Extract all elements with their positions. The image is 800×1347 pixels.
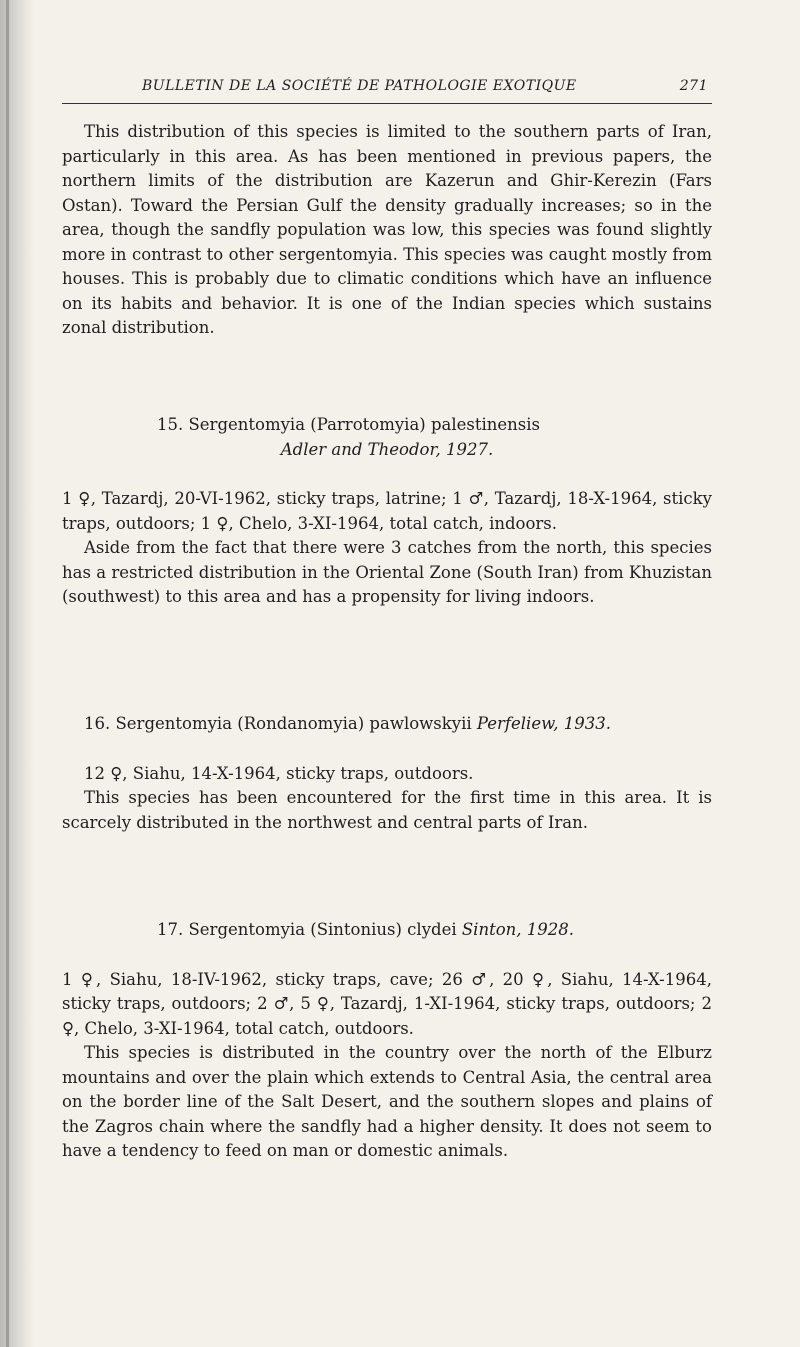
section-17-authority: Sinton, 1928. bbox=[461, 920, 574, 939]
intro-block bbox=[62, 120, 712, 341]
section-15-heading bbox=[62, 413, 712, 438]
section-17-discussion: This species is distributed in the country over the north of the Elburz mountains and over the plain which extends to Central Asia, the central area on the border line of the Salt Desert, and the southern slopes and plains of the Zagros chain where the sandfly had a higher density. It does not seem to have a tendency to feed on man or domestic animals. bbox=[62, 1043, 712, 1160]
section-15-authority: Adler and Theodor, 1927. bbox=[280, 439, 494, 459]
intro-paragraph: This distribution of this species is limited to the southern parts of Iran, particularly in this area. As has been mentioned in previous papers, the northern limits of the distribution are Kazerun and Ghir-Kerezin (Fars Ostan). Toward the Persian Gulf the density gradually increases; so in the area, though the sandfly population was low, this species was found slightly more in contrast to other sergentomyia. This species was caught mostly from houses. This is probably due to climatic conditions which have an influence on its habits and behavior. It is one of the Indian species which sustains zonal distribution. bbox=[62, 122, 712, 337]
section-17 bbox=[62, 918, 712, 1164]
journal-title: BULLETIN DE LA SOCIÉTÉ DE PATHOLOGIE EXOTIQUE bbox=[142, 78, 577, 94]
page-number: 271 bbox=[679, 78, 708, 94]
section-17-records: 1 ♀, Siahu, 18-IV-1962, sticky traps, cave; 26 ♂, 20 ♀, Siahu, 14-X-1964, sticky traps, outdoors; 2 ♂, 5 ♀, Tazardj, 1-XI-1964, sticky traps, outdoors; 2 ♀, Chelo, 3-XI-1964, total catch, outdoors. bbox=[62, 969, 712, 1038]
section-16-authority: Perfeliew, 1933. bbox=[476, 714, 611, 733]
section-16-discussion: This species has been encountered for the first time in this area. It is scarcely distributed in the northwest and central parts of Iran. bbox=[62, 788, 712, 832]
section-17-title: 17. Sergentomyia (Sintonius) clydei bbox=[157, 920, 457, 939]
section-15-discussion: Aside from the fact that there were 3 catches from the north, this species has a restricted distribution in the Oriental Zone (South Iran) from Khuzistan (southwest) to this area and has a propensity for living indoors. bbox=[62, 538, 712, 606]
section-16-heading bbox=[62, 712, 712, 737]
binding-edge bbox=[6, 0, 9, 1347]
section-15-title: 15. Sergentomyia (Parrotomyia) palestinensis bbox=[157, 415, 541, 434]
section-17-heading bbox=[62, 918, 712, 943]
section-16 bbox=[62, 712, 712, 835]
page-binding-shadow bbox=[0, 0, 34, 1347]
section-16-title: 16. Sergentomyia (Rondanomyia) pawlowskyii bbox=[84, 714, 472, 733]
section-16-records: 12 ♀, Siahu, 14-X-1964, sticky traps, outdoors. bbox=[84, 763, 474, 783]
section-15-records: 1 ♀, Tazardj, 20-VI-1962, sticky traps, latrine; 1 ♂, Tazardj, 18-X-1964, sticky traps, outdoors; 1 ♀, Chelo, 3-XI-1964, total catch, indoors. bbox=[62, 489, 712, 533]
running-header bbox=[62, 78, 712, 100]
header-rule bbox=[62, 103, 712, 104]
section-15 bbox=[62, 413, 712, 610]
